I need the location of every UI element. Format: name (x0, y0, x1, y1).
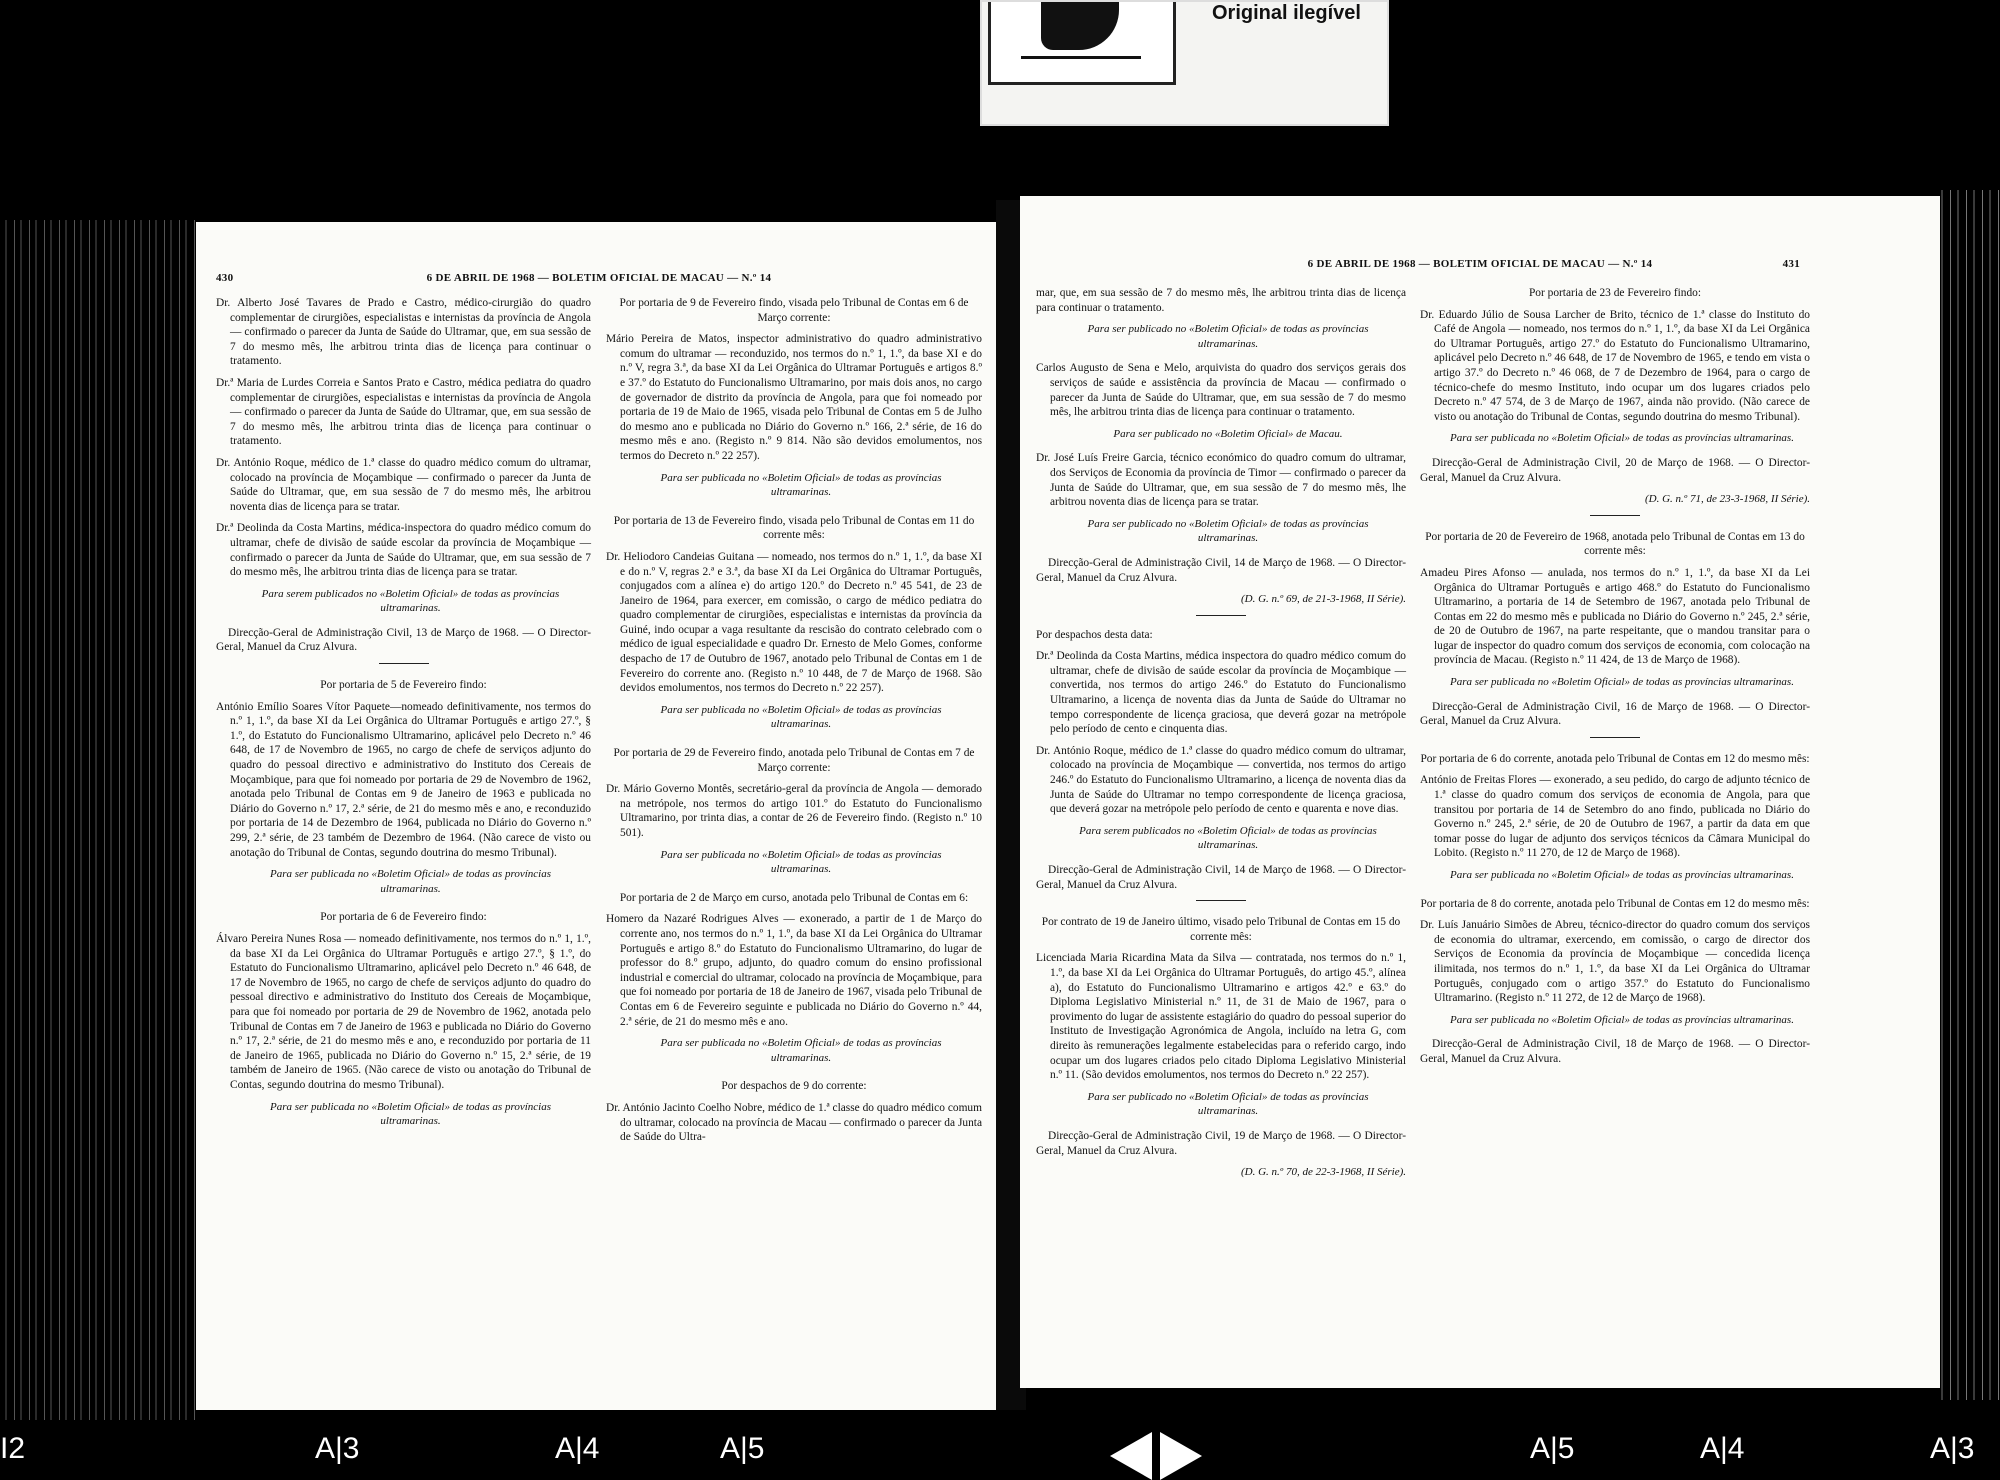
paragraph: Carlos Augusto de Sena e Melo, arquivista do quadro dos serviços gerais dos serviços de saúde e assistência da província de Macau — confirmado o parecer da Junta de Saúde do Ultramar, que, em sua sessão de 7 do mesmo mês, lhe arbitrou trinta dias de licença para continuar o tratamento. (1036, 362, 1406, 419)
paragraph: Dr. António Roque, médico de 1.ª classe do quadro médico comum do ultramar, colocado na província de Moçambique — convertida, nos termos do artigo 246.º do Estatuto do Funcionalismo Ultramarino, a licença de noventa dias da Junta de Saúde do Ultramar no tempo correspondente de licença graciosa, que deverá gozar na metrópole pelo período de cento e quarenta e nove dias. (1036, 744, 1406, 816)
film-mark: I2 (0, 1432, 26, 1465)
paragraph: Amadeu Pires Afonso — anulada, nos termos do n.º 1, 1.º, da base XI da Lei Orgânica do Ultramar Português e artigo 468.º do Estatuto do Funcionalismo Ultramarino, a portaria de 14 de Setembro de 1967, anotada pelo Tribunal de Contas em 22 do mesmo mês e publicada no Diário do Governo n.º 245, 2.ª série, de 20 de Outubro de 1967, na parte respeitante, que o mandou transitar para o lugar de inspector do quadro comum dos serviços de economia, com colocação na província de Macau. (Registo n.º 11 424, de 13 de Março de 1968). (1420, 566, 1810, 667)
section-rule (379, 663, 429, 664)
section-heading: Por portaria de 20 de Fevereiro de 1968, anotada pelo Tribunal de Contas em 13 do corrente mês: (1425, 530, 1805, 558)
paragraph: Dr. Eduardo Júlio de Sousa Larcher de Brito, técnico de 1.ª classe do Instituto do Café de Angola — nomeado, nos termos do n.º 1, 1.º, da base XI da Lei Orgânica do Ultramar Português, artigo 27.º do Estatuto do Funcionalismo Ultramarino, aplicável pelo Decreto n.º 46 648, de 17 de Novembro de 1965, e tendo em vista o artigo 37.º do Decreto n.º 46 068, de 7 de Dezembro de 1964, para o cargo de técnico-chefe do mesmo Instituto, indo ocupar um dos lugares criados pelo Decreto n.º 47 574, de 3 de Março de 1967, ainda não provido. (Não carece de visto ou anotação do Tribunal de Contas, segundo doutrina do mesmo Tribunal). (1420, 308, 1810, 423)
left-page (196, 222, 1002, 1410)
paragraph: Dr. Mário Governo Montês, secretário-geral da província de Angola — demorado na metrópole, nos termos do artigo 101.º do Estatuto do Funcionalismo Ultramarino, por trinta dias, a contar de 26 de Fevereiro findo. (Registo n.º 10 501). (606, 783, 982, 839)
running-header: 6 DE ABRIL DE 1968 — BOLETIM OFICIAL DE MACAU — N.º 14 (426, 272, 772, 284)
paragraph: Mário Pereira de Matos, inspector administrativo do quadro administrativo comum do ultramar — reconduzido, nos termos do n.º 1, 1.º, da base XI e do n.º V, regra 3.ª, da base XI da Lei Orgânica do Ultramar Português e artigos 8.º e 37.º do Estatuto do Funcionalismo Ultramarino, por mais dois anos, no cargo de governador de distrito da província de Angola, para que foi nomeado por portaria de 19 de Maio de 1965, visada pelo Tribunal de Contas em 5 de Julho do mesmo ano e publicada no Diário do Governo n.º 166, 2.ª série, de 16 do mesmo mês e ano. (Registo n.º 9 814. Não são devidos emolumentos, nos termos do Decreto n.º 22 257). (606, 333, 982, 462)
paragraph: Homero da Nazaré Rodrigues Alves — exonerado, a partir de 1 de Março do corrente ano, nos termos do n.º 1, 1.º, da base XI da Lei Orgânica do Ultramar Português e artigo 8.º do Estatuto do Funcionalismo Ultramarino, do lugar de professor do 8.º grupo, adjunto, do quadro comum do ensino profissional industrial e comercial do ultramar, colocado na província de Moçambique, para que foi nomeado por portaria de 18 de Janeiro de 1967, visada pelo Tribunal de Contas em 6 de Fevereiro seguinte e publicada no Diário do Governo n.º 44, 2.ª série, de 21 do mesmo mês e ano. (606, 913, 983, 1028)
signature-line: Direcção-Geral de Administração Civil, 14 de Março de 1968. — O Director-Geral, Manuel da Cruz Alvura. (1036, 556, 1406, 584)
left-page-column-1 (216, 296, 591, 1139)
film-mark: A|5 (720, 1432, 765, 1465)
gazette-reference: (D. G. n.º 70, de 22-3-1968, II Série). (1240, 1166, 1406, 1179)
section-heading: Por portaria de 23 de Fevereiro findo: (1528, 287, 1702, 299)
section-heading: Por portaria de 6 de Fevereiro findo: (320, 911, 487, 924)
left-page-column-2 (606, 296, 982, 1152)
signature-line: Direcção-Geral de Administração Civil, 19 de Março de 1968. — O Director-Geral, Manuel da Cruz Alvura. (1036, 1129, 1406, 1157)
publication-note: Para serem publicados no «Boletim Oficial» de todas as províncias ultramarinas. (1079, 824, 1377, 852)
paragraph: Dr. Luís Januário Simões de Abreu, técnico-director do quadro comum dos serviços de economia do ultramar, exercendo, em comissão, o cargo de director dos Serviços de Economia da província de Moçambique — concedida licença ilimitada, nos termos do n.º 1, 1.º, da base XI da Lei Orgânica do Ultramar Português, conjugado com o artigo 357.º do Estatuto do Funcionalismo Ultramarino. (Registo n.º 11 272, de 12 de Março de 1968). (1420, 919, 1810, 1005)
stamp-label: Original ilegível (1212, 2, 1361, 24)
publication-note: Para ser publicada no «Boletim Oficial» de todas as províncias ultramarinas. (1450, 1013, 1794, 1026)
section-heading: Por portaria de 9 de Fevereiro findo, visada pelo Tribunal de Contas em 6 de Março corrente: (619, 297, 969, 324)
section-rule (1590, 737, 1640, 738)
publication-note: Para ser publicado no «Boletim Oficial» de todas as províncias ultramarinas. (1087, 517, 1369, 545)
film-mark: A|4 (555, 1432, 600, 1465)
signature-line: Direcção-Geral de Administração Civil, 13 de Março de 1968. — O Director-Geral, Manuel da Cruz Alvura. (216, 626, 591, 654)
publication-note: Para ser publicada no «Boletim Oficial» de todas as províncias ultramarinas. (660, 471, 942, 499)
section-heading: Por contrato de 19 de Janeiro último, visado pelo Tribunal de Contas em 15 do corrente mês: (1041, 916, 1401, 943)
publication-note: Para ser publicada no «Boletim Oficial» de todas as províncias ultramarinas. (1450, 676, 1794, 689)
publication-note: Para ser publicada no «Boletim Oficial» de todas as províncias ultramarinas. (660, 1037, 942, 1064)
publication-note: Para ser publicada no «Boletim Oficial» de todas as províncias ultramarinas. (660, 703, 942, 731)
paragraph: Álvaro Pereira Nunes Rosa — nomeado definitivamente, nos termos do n.º 1, 1.º, da base XI da Lei Orgânica do Ultramar Português e artigo 27.º, § 1.º, do Estatuto do Funcionalismo Ultramarino, aplicável pelo Decreto n.º 46 648, de 17 de Novembro de 1965, no cargo de chefe de serviços adjunto do quadro do pessoal directivo e administrativo do Instituto dos Cereais de Moçambique, para que foi nomeado por portaria de 29 de Novembro de 1962, anotada pelo Tribunal de Contas em 7 de Janeiro de 1963 e publicada no Diário do Governo n.º 17, 2.ª série, de 21 do mesmo mês e ano, e reconduzido por portaria de 11 de Janeiro de 1965, publicada no Diário do Governo n.º 15, 2.ª série, de 19 também de Janeiro de 1965. (Não carece de visto ou anotação do Tribunal de Contas, segundo doutrina do mesmo Tribunal). (216, 932, 591, 1091)
section-heading: Por portaria de 13 de Fevereiro findo, visada pelo Tribunal de Contas em 11 do corrente mês: (613, 514, 975, 542)
publication-note: Para ser publicado no «Boletim Oficial» de todas as províncias ultramarinas. (1087, 1090, 1369, 1118)
signature-line: Direcção-Geral de Administração Civil, 18 de Março de 1968. — O Director-Geral, Manuel da Cruz Alvura. (1420, 1038, 1810, 1065)
right-page (1020, 196, 1940, 1388)
paragraph: Dr. José Luís Freire Garcia, técnico económico do quadro comum do ultramar, dos Serviços de Economia da província de Timor — confirmado o parecer da Junta de Saúde do Ultramar, que, em sua sessão de 7 do mesmo mês, lhe arbitrou noventa dias de licença para se tratar. (1036, 452, 1406, 509)
illegible-original-stamp (980, 0, 1389, 126)
film-mark: A|5 (1530, 1432, 1575, 1465)
gazette-reference: (D. G. n.º 71, de 23-3-1968, II Série). (1644, 493, 1810, 506)
gazette-reference: (D. G. n.º 69, de 21-3-1968, II Série). (1240, 593, 1406, 606)
section-heading: Por portaria de 6 do corrente, anotada pelo Tribunal de Contas em 12 do mesmo mês: (1420, 752, 1810, 765)
paragraph: Dr. Alberto José Tavares de Prado e Castro, médico-cirurgião do quadro complementar de cirurgiões, especialistas e internistas da província de Angola — confirmado o parecer da Junta de Saúde do Ultramar, que, em sua sessão de 7 do mesmo mês, lhe arbitrou trinta dias de licença para continuar o tratamento. (216, 297, 591, 368)
publication-note: Para ser publicado no «Boletim Oficial» de todas as províncias ultramarinas. (1087, 323, 1369, 350)
section-heading: Por portaria de 5 de Fevereiro findo: (320, 679, 487, 692)
left-binding-edge (0, 220, 200, 1420)
publication-note: Para ser publicada no «Boletim Oficial» de todas as províncias ultramarinas. (1450, 869, 1794, 881)
paragraph: António de Freitas Flores — exonerado, a seu pedido, do cargo de adjunto técnico de 1.ª classe do quadro comum dos serviços de economia de Angola, para que transitou por portaria de 14 de Setembro do ano findo, publicada no Diário do Governo n.º 245, 2.ª série, de 20 de Outubro de 1967, a partir da data em que tomar posse do lugar de adjunto dos serviços técnicos da Câmara Municipal do Lobito. (Registo n.º 11 270, de 12 de Março de 1968). (1420, 774, 1810, 860)
stamp-logo (988, 2, 1176, 85)
section-heading: Por despachos de 9 do corrente: (721, 1080, 867, 1093)
section-heading: Por portaria de 8 do corrente, anotada pelo Tribunal de Contas em 12 do mesmo mês: (1420, 897, 1810, 910)
stamp-logo-blob (1041, 2, 1119, 50)
signature-line: Direcção-Geral de Administração Civil, 20 de Março de 1968. — O Director-Geral, Manuel da Cruz Alvura. (1420, 456, 1810, 484)
film-mark: A|3 (315, 1432, 360, 1465)
page-number: 431 (1782, 258, 1800, 270)
paragraph: Dr.ª Deolinda da Costa Martins, médica inspectora do quadro médico comum do ultramar, chefe de divisão de saúde escolar da província de Moçambique — convertida, nos termos do artigo 246.º do Estatuto do Funcionalismo Ultramarino, a licença de noventa dias da Junta de Saúde do Ultramar no tempo correspondente de licença graciosa, que deverá gozar na metrópole pelo período de cento e cinquenta dias. (1036, 650, 1406, 736)
section-rule (1196, 615, 1246, 616)
running-header: 6 DE ABRIL DE 1968 — BOLETIM OFICIAL DE MACAU — N.º 14 (1307, 258, 1653, 270)
stamp-logo-book (1021, 56, 1141, 69)
signature-line: Direcção-Geral de Administração Civil, 14 de Março de 1968. — O Director-Geral, Manuel da Cruz Alvura. (1036, 864, 1406, 891)
signature-line: Direcção-Geral de Administração Civil, 16 de Março de 1968. — O Director-Geral, Manuel da Cruz Alvura. (1420, 700, 1810, 728)
paragraph: Dr. António Jacinto Coelho Nobre, médico de 1.ª classe do quadro médico comum do ultramar, colocado na província de Macau — confirmado o parecer da Junta de Saúde do Ultra- (606, 1101, 982, 1144)
publication-note: Para ser publicada no «Boletim Oficial» de todas as províncias ultramarinas. (660, 848, 942, 876)
publication-note: Para ser publicada no «Boletim Oficial» de todas as províncias ultramarinas. (270, 1100, 551, 1128)
section-heading: Por despachos desta data: (1036, 628, 1153, 641)
page-number: 430 (216, 272, 234, 284)
film-mark: A|4 (1700, 1432, 1745, 1465)
publication-note: Para ser publicado no «Boletim Oficial» de Macau. (1113, 427, 1343, 440)
paragraph: mar, que, em sua sessão de 7 do mesmo mês, lhe arbitrou trinta dias de licença para continuar o tratamento. (1036, 287, 1406, 314)
section-rule (1196, 900, 1246, 901)
paragraph: Dr. António Roque, médico de 1.ª classe do quadro médico comum do ultramar, colocado na província de Moçambique — confirmado o parecer da Junta de Saúde do Ultramar, que, em sua sessão de 7 do mesmo mês, lhe arbitrou noventa dias de licença para se tratar. (216, 456, 591, 513)
paragraph: Licenciada Maria Ricardina Mata da Silva — contratada, nos termos do n.º 1, 1.º, da base XI da Lei Orgânica do Ultramar Português, do artigo 45.º, alínea a), do Estatuto do Funcionalismo Ultramarino e artigos 42.º e 63.º do Diploma Legislativo Ministerial n.º 11, de 31 de Maio de 1967, para o provimento do lugar de assistente estagiário do quadro do pessoal superior do Instituto de Investigação Agronómica de Angola, incluído na letra G, com direito às remunerações legalmente estabelecidas para o referido cargo, indo ocupar um dos lugares criados pelo citado Diploma Legislativo Ministerial n.º 11. (São devidos emolumentos, nos termos do Decreto n.º 22 257). (1036, 952, 1406, 1082)
publication-note: Para ser publicada no «Boletim Oficial» de todas as províncias ultramarinas. (1450, 432, 1794, 445)
right-page-column-1 (1036, 286, 1406, 1187)
film-mark: A|3 (1930, 1432, 1975, 1465)
section-heading: Por portaria de 29 de Fevereiro findo, anotada pelo Tribunal de Contas em 7 de Março corrente: (613, 747, 975, 774)
publication-note: Para ser publicada no «Boletim Oficial» de todas as províncias ultramarinas. (270, 868, 551, 895)
paragraph: Dr. Heliodoro Candeias Guitana — nomeado, nos termos do n.º 1, 1.º, da base XI e do n.º V, regras 2.ª e 3.ª, da base XI da Lei Orgânica do Ultramar Português, conjugados com a alínea e) do artigo 120.º do Decreto n.º 45 541, de 23 de Janeiro de 1964, para exercer, em comissão, o cargo de médico pediatra do quadro complementar de cirurgiões, especialistas e internistas da província da Guiné, indo ocupar a vaga resultante da rescisão do contrato celebrado com o médico de igual especialidade e quadro Dr. Ernesto de Melo Gomes, conforme despacho de 17 de Outubro de 1967, anotado pelo Tribunal de Contas em 1 de Fevereiro do corrente ano. (Registo n.º 10 448, de 7 de Março de 1968. São devidos emolumentos, nos termos do Decreto n.º 22 257). (606, 550, 982, 695)
right-page-column-2 (1420, 286, 1810, 1074)
section-rule (1590, 515, 1640, 516)
publication-note: Para serem publicados no «Boletim Oficial» de todas as províncias ultramarinas. (261, 587, 560, 615)
section-heading: Por portaria de 2 de Março em curso, anotada pelo Tribunal de Contas em 6: (619, 891, 969, 904)
right-arrow-icon (1160, 1432, 1202, 1480)
paragraph: Dr.ª Maria de Lurdes Correia e Santos Prato e Castro, médica pediatra do quadro complementar de cirurgiões, especialistas e internistas da província de Angola — confirmado o parecer da Junta de Saúde do Ultramar, que, em sua sessão de 7 do mesmo mês, lhe arbitrou trinta dias de licença para continuar o tratamento. (216, 376, 591, 448)
paragraph: António Emílio Soares Vítor Paquete—nomeado definitivamente, nos termos do n.º 1, 1.º, da base XI da Lei Orgânica do Ultramar Português e artigo 27.º, § 1.º, do Estatuto do Funcionalismo Ultramarino, aplicável pelo Decreto n.º 46 648, de 17 de Novembro de 1965, no cargo de chefe de serviços adjunto do quadro do pessoal directivo e administrativo do Instituto dos Cereais de Moçambique, para que foi nomeado por portaria de 29 de Novembro de 1962, anotada pelo Tribunal de Contas em 9 de Janeiro de 1963 e publicada no Diário do Governo n.º 17, 2.ª série, de 21 do mesmo mês e ano, e reconduzido por portaria de 14 de Dezembro de 1964, publicada no Diário do Governo n.º 299, 2.ª série, de 23 também de Dezembro de 1964. (Não carece de visto ou anotação do Tribunal de Contas, segundo doutrina do mesmo Tribunal). (216, 700, 591, 859)
right-binding-edge (1935, 190, 2000, 1400)
paragraph: Dr.ª Deolinda da Costa Martins, médica-inspectora do quadro médico comum do ultramar, chefe de divisão de saúde escolar da província de Moçambique — confirmado o parecer da Junta de Saúde do Ultramar, que, em sua sessão de 7 do mesmo mês, lhe arbitrou trinta dias de licença para se tratar. (216, 522, 591, 579)
left-arrow-icon (1110, 1432, 1152, 1480)
